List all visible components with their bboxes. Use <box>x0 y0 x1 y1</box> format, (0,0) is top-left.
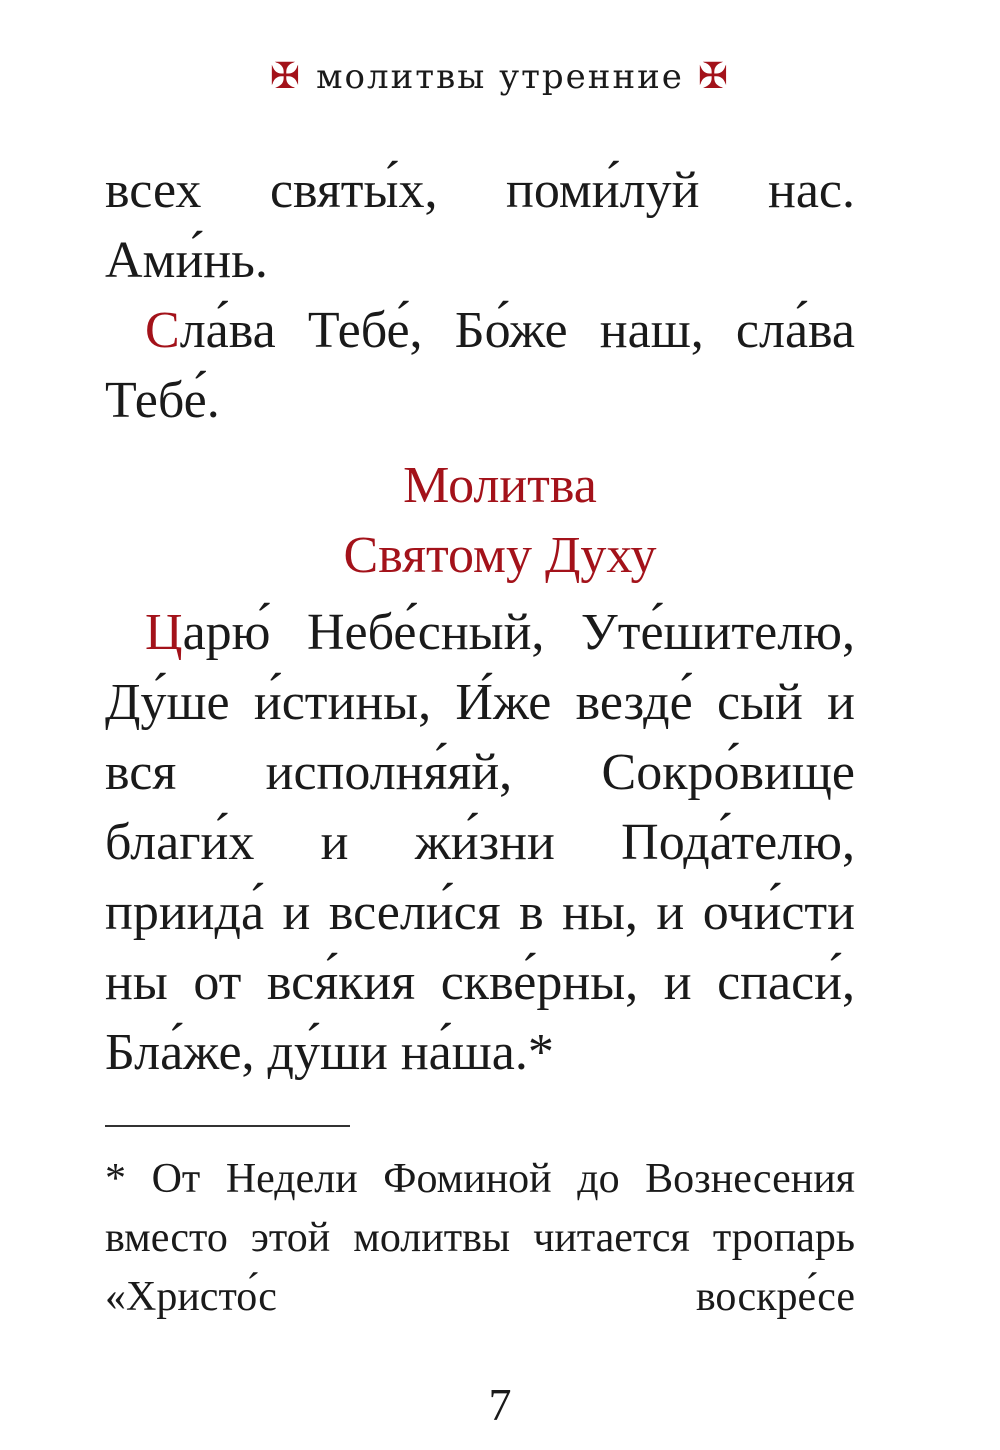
glory-paragraph <box>105 296 855 436</box>
page-number: 7 <box>488 1379 512 1430</box>
holy-spirit-prayer-paragraph <box>105 598 855 1088</box>
footnote-divider <box>105 1125 350 1127</box>
paragraph-text: арю́ Небе́сный, Уте́шителю, Ду́ше и́стины, И́же везде́ сый и вся исполня́яй, Сокро́вище благи́х и жи́зни Пода́телю, приида́ и всели́ся в ны, и очи́сти ны от вся́кия скве́рны, и спаси́, Бла́же, ду́ши на́ша.* <box>105 604 855 1081</box>
red-initial: С <box>145 302 180 359</box>
footnote: * От Недели Фоминой до Вознесения вместо этой молитвы читается тропарь «Христо́с воскре́се <box>105 1156 855 1320</box>
red-initial: Ц <box>145 604 183 661</box>
paragraph-text: ла́ва Тебе́, Бо́же наш, сла́ва Тебе́. <box>105 302 855 429</box>
cross-ornament-icon: ✠ <box>269 56 303 97</box>
prayer-ending-paragraph <box>105 156 855 296</box>
paragraph-text: всех святы́х, поми́луй нас. Ами́нь. <box>105 162 855 289</box>
running-head-title: молитвы утренние <box>316 57 684 97</box>
prayer-heading-line1: Молитва <box>403 457 597 514</box>
running-head <box>0 52 1000 102</box>
cross-ornament-icon: ✠ <box>697 56 731 97</box>
prayer-heading-line2: Святому Духу <box>343 527 657 584</box>
